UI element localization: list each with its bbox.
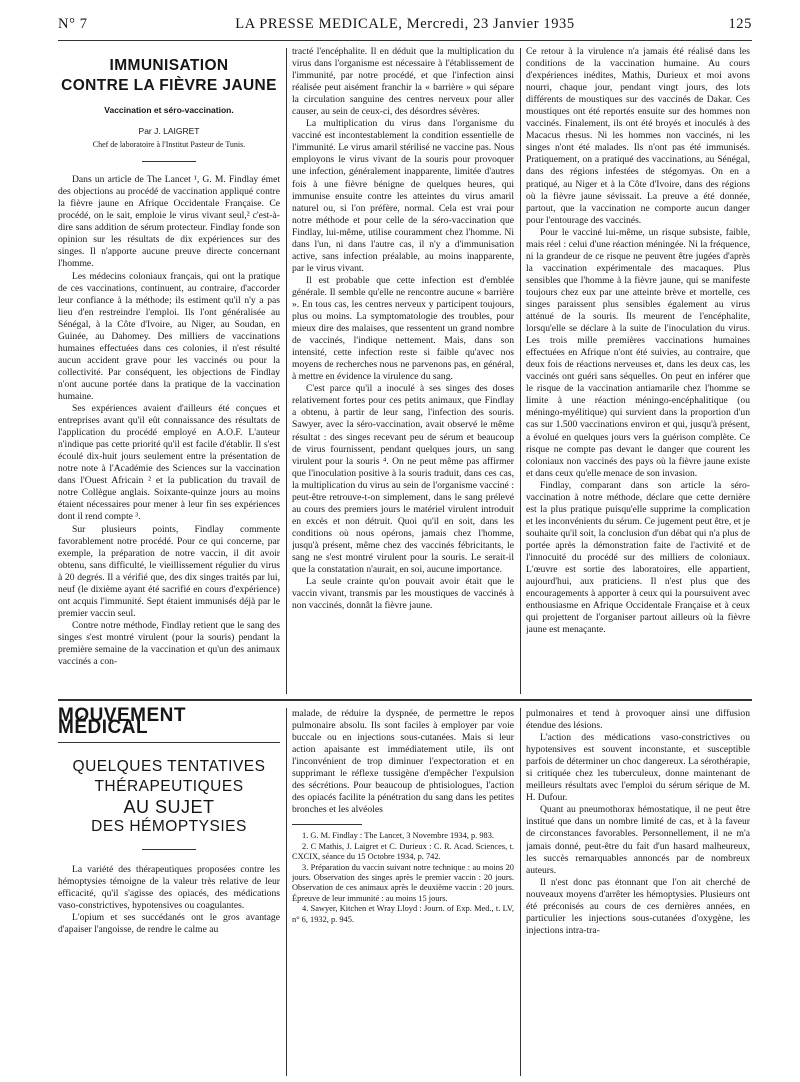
paragraph: Ce retour à la virulence n'a jamais été réalisé dans les conditions de la vaccination humaine. Au cours d'expériences inédites, Mathis, Durieux et moi avons nourri, chaque jour, pendant vingt jours, des lots différents de moustiques sur des vaccinés de Dakar. Ces moustiques ont été reportés ensuite sur des hommes non vaccinés. Finalement, ils ont été broyés et inoculés à des Macacus rhesus. Ni les hommes non vaccinés, ni les singes n'ont été malades. Ils n'ont pas été immunisés. Pratiquement, on a pratiqué des vaccinations, au Sénégal, dans des régions infestées de stégomyas. On en a pratiqué, au Niger et à la Côte d'Ivoire, dans des régions où la fièvre jaune sévissait. La preuve a été donnée, partout, que la vaccination ne comporte aucun danger pour l'entourage des vaccinés.	[526, 46, 750, 226]
mouvement-medical-col1	[58, 706, 280, 1076]
column-divider	[520, 708, 521, 1076]
mouvement-medical-col2	[292, 708, 514, 1078]
article-subtitle: Vaccination et séro-vaccination.	[104, 105, 234, 115]
paragraph: malade, de réduire la dyspnée, de permettre le repos pulmonaire absolu. Ils sont faciles à employer par voie buccale ou en injections sous-cutanées. Mais si leur action apaisante est immédiatement utile, ils ont l'inconvénient de trop diminuer l'expectoration et en supprimant le réflexe tussigène d'empêcher l'expulsion des sécrétions. Pour beaucoup de phtisiologues, l'action des opiacés facilite la pénétration du sang dans les petites bronches et les alvéoles	[292, 708, 514, 816]
paragraph: Contre notre méthode, Findlay retient que le sang des singes s'est montré virulent (pour la souris) pendant la première semaine de la vaccination et qu'un des animaux vaccinés a con-	[58, 619, 280, 668]
paragraph: 4. Sawyer, Kitchen et Wray Lloyd : Journ. of Exp. Med., t. LV, n° 6, 1932, p. 945.	[292, 904, 514, 924]
footnote-rule	[292, 824, 362, 825]
paragraph: L'action des médications vaso-constrictives ou hypotensives est souvent inconstante, et susceptible parfois de déterminer un choc dangereux. La sérothérapie, si critiquée chez les tuberculeux, donne maintenant de meilleurs résultats avec l'emploi du sérum sérique de M. H. Dufour.	[526, 732, 750, 804]
paragraph: C'est parce qu'il a inoculé à ses singes des doses relativement fortes pour ces petits animaux, que Findlay a obtenu, à partir de leur sang, l'infection des souris. Sawyer, avec la séro-vaccination, avait observé le même résultat : des singes recevant peu de sérum et beaucoup de virus fournissent, pendant quelques jours, un sang virulent pour la souris ⁴. On ne peut même pas affirmer que l'inoculation positive à la souris traduit, dans ces cas, la multiplication du virus au sein de l'organisme vacciné : peut-être retrouve-t-on simplement, dans le sang prélevé au cours des premiers jours le matériel virulent introduit en excès et non détruit. Quoi qu'il en soit, dans les conditions où nous opérons, jamais chez l'homme, jusqu'à présent, même chez des vaccinés fébricitants, le sang ne s'est montré virulent pour la souris. Le serait-il que la constatation n'aurait, en soi, aucune importance.	[292, 383, 514, 576]
paragraph: pulmonaires et tend à provoquer ainsi une diffusion étendue des lésions.	[526, 708, 750, 732]
paragraph: Les médecins coloniaux français, qui ont la pratique de ces vaccinations, continuent, au contraire, d'accorder leur confiance à la méthode; ils estiment qu'il n'y a pas lieu d'en restreindre l'emploi. Ils l'ont généralisée au Sénégal, à la Côte d'Ivoire, au Niger, au Soudan, en Guinée, au Dahomey. Des milliers de vaccinations humaines effectuées dans ces colonies, il n'est résulté aucun accident grave pour les vaccinés ou pour la collectivité. Par conséquent, les objections de Findlay n'ont aucune portée dans la pratique de la vaccination humaine.	[58, 270, 280, 402]
title-divider	[142, 849, 196, 850]
column-divider	[286, 48, 287, 694]
column-body	[292, 46, 514, 612]
column-body	[292, 708, 514, 816]
author-affiliation: Chef de laboratoire à l'Institut Pasteur de Tunis.	[92, 140, 246, 150]
header-rule	[58, 40, 752, 41]
paragraph: tracté l'encéphalite. Il en déduit que la multiplication du virus dans l'organisme est nécessaire à l'établissement de l'immunité, par notre procédé, et que l'infection ainsi réalisée peut aisément franchir la « barrière » qui sépare la circulation sanguine des centres nerveux pour aller causer, au sein de ceux-ci, des désordres sévères.	[292, 46, 514, 118]
running-header	[58, 14, 752, 38]
journal-title: LA PRESSE MEDICALE, Mercredi, 23 Janvier 1935	[235, 16, 575, 32]
column-body	[526, 708, 750, 937]
title-line: THÉRAPEUTIQUES	[94, 778, 244, 796]
paragraph: Dans un article de The Lancet ¹, G. M. Findlay émet des objections au procédé de vaccination appliqué contre la fièvre jaune en Afrique Occidentale Française. Ce procédé, on le sait, emploie le virus vivant seul,² c'est-à-dire sans addition de sérum protecteur. Findlay fonde son opinion sur les résultats de dix expériences sur des singes. Il n'apporte aucune preuve directe concernant l'homme.	[58, 174, 280, 270]
paragraph: La seule crainte qu'on pouvait avoir était que le vaccin vivant, transmis par les moustiques de vaccinés à non vaccinés, donnât la fièvre jaune.	[292, 576, 514, 612]
title-line: AU SUJET	[123, 797, 215, 818]
article-immunisation-col2	[292, 46, 514, 694]
column-divider	[286, 708, 287, 1076]
article-title	[58, 757, 280, 837]
section-title-rule	[58, 742, 280, 743]
title-line: QUELQUES TENTATIVES	[72, 758, 266, 776]
article-immunisation-col3	[526, 46, 750, 694]
article-title	[58, 56, 280, 96]
title-line: DES HÉMOPTYSIES	[91, 818, 247, 836]
paragraph: La multiplication du virus dans l'organisme du vacciné est incontestablement la condition essentielle de l'immunité. Le virus amaril stérilisé ne vaccine pas. Nous employons le virus vivant de la souris pour provoquer une infection, généralement inapparente, limitée d'autres fois à une fièvre bénigne de quelques heures, qui immunise ensuite contre les atteintes du virus amaril naturel ou, si l'on préfère, normal. Cela est vrai pour notre méthode et pour celle de la séro-vaccination que Findlay, lui-même, utilise couramment chez l'homme. Ni dans l'un, ni dans l'autre cas, il n'y a d'immunisation active, sans infection préalable, au moins inapparente, par le virus vivant.	[292, 118, 514, 274]
paragraph: L'opium et ses succédanés ont le gros avantage d'apaiser l'angoisse, de rendre le calme au	[58, 912, 280, 936]
paragraph: Quant au pneumothorax hémostatique, il ne peut être institué que dans un nombre limité de cas, et à la faveur de circonstances favorables. Personnellement, il ne m'a jamais donné, peut-être du fait d'un hasard malheureux, les succès remarquables annoncés par de nombreux auteurs.	[526, 804, 750, 876]
section-separator	[58, 699, 752, 701]
column-divider	[520, 48, 521, 694]
author-byline: Par J. LAIGRET	[138, 126, 200, 137]
paragraph: 3. Préparation du vaccin suivant notre technique : au moins 20 jours. Observation des singes après le premier vaccin : 20 jours. Observation de ces animaux après le deuxième vaccin : 20 jours. Épreuve de leur immunité : au moins 15 jours.	[292, 862, 514, 903]
paragraph: Findlay, comparant dans son article la séro-vaccination à notre méthode, déclare que cette dernière est la plus pratique puisqu'elle supprime la complication et les inconvénients du sérum. Ce jugement peut être, et je souhaite qu'il soit, la conclusion d'un débat qui n'a plus de portée après la démonstration faite de l'activité et de l'innocuité du procédé sur des milliers de coloniaux. L'œuvre est sortie des laboratoires, elle appartient, aujourd'hui, aux praticiens. Il n'est plus que des encouragements à apporter à ceux qui la poursuivent avec enthousiasme en Afrique Occidentale Française et à ceux qui projettent de l'organiser partout ailleurs où la fièvre jaune est menaçante.	[526, 479, 750, 636]
column-body	[58, 174, 280, 668]
issue-number: N° 7	[58, 16, 88, 32]
title-divider	[142, 161, 196, 162]
paragraph: Il est probable que cette infection est d'emblée générale. Il semble qu'elle ne rencontre aucune « barrière ». En tous cas, les centres nerveux y participent toujours, plus ou moins. La symptomatologie des troubles, pour mieux dire des malaises, que ressentent un grand nombre de vaccinés, l'indique nettement. Mais, dans son intensité, cette infection reste si faible qu'avec nos moyens de recherches nous ne parvenons pas, en général, à mettre en évidence la virulence du sang.	[292, 274, 514, 383]
title-line: CONTRE LA FIÈVRE JAUNE	[61, 77, 277, 94]
paragraph: 2. C Mathis, J. Laigret et C. Durieux : C. R. Acad. Sciences, t. CXCIX, séance du 15 Octobre 1934, p. 742.	[292, 841, 514, 862]
mouvement-medical-col3	[526, 708, 750, 1078]
column-body	[58, 864, 280, 936]
section-title: MOUVEMENT MÉDICAL	[58, 706, 186, 739]
paragraph: 1. G. M. Findlay : The Lancet, 3 Novembre 1934, p. 983.	[302, 831, 494, 841]
column-body	[526, 46, 750, 636]
page-number: 125	[728, 16, 752, 32]
article-immunisation-col1	[58, 56, 280, 692]
title-line: IMMUNISATION	[109, 57, 229, 74]
paragraph: Sur plusieurs points, Findlay commente favorablement notre procédé. Pour ce qui concerne, par exemple, la préparation de notre vaccin, il dit avoir obtenu, sans difficulté, le vieillissement régulier du virus à 20 degrés. Il a vérifié que, des dix singes traités par lui, neuf (le dixième ayant été sacrifié en cours d'expérience) ont acquis l'immunité. Sept étaient immunisés déjà par le premier vaccin seul.	[58, 523, 280, 619]
paragraph: La variété des thérapeutiques proposées contre les hémoptysies témoigne de la valeur très relative de leur efficacité, qu'il s'agisse des opiacés, des médications vaso-constrictives, hypotensives ou coagulantes.	[58, 864, 280, 912]
paragraph: Pour le vacciné lui-même, un risque subsiste, faible, mais réel : celui d'une réaction méningée. Ni la fréquence, ni la grandeur de ce risque ne peuvent être jugées d'après la vaccination expérimentale des macaques. Plus sensibles que l'homme à la fièvre jaune, qui se manifeste toujours chez eux par une atteinte brève et mortelle, ces singes paraissent plus sensibles également au virus atténué de la souris. Ils meurent de l'encéphalite, lorsqu'elle se déclare à la suite de l'inoculation du virus. Les trois mille premières vaccinations humaines effectuées en Afrique n'ont été suivies, au contraire, que deux fois de réactions nerveuses et, dans les deux cas, les vaccinés ont guéri sans séquelles. On peut en inférer que le risque de la vaccination antiamarile chez l'homme se limite à une réaction méningo-encéphalitique (ou méningo-myélitique) qui survient dans la proportion d'un cas sur 1.500 vaccinations environ et qui, jusqu'à présent, a évolué en quelques jours vers la guérison complète. Ce risque ne compte pas devant le danger que courent les coloniaux non vaccinés des pays où la fièvre jaune existe et dans ceux qu'elle menace de son invasion.	[526, 226, 750, 479]
paragraph: Ses expériences avaient d'ailleurs été conçues et entreprises avant qu'il eût connaissance des résultats de l'application du procédé employé en A.O.F. L'auteur n'indique pas cette priorité qu'il est facile d'établir. Il s'est écoulé dix-huit jours seulement entre la présentation de notre note à l'Académie des Sciences sur la vaccination dans l'Ouest Africain ² et la publication du travail de notre Collègue anglais. Soixante-quinze jours au moins étaient nécessaires pour mener à leur fin ses expériences dont il rend compte ³.	[58, 403, 280, 523]
paragraph: Il n'est donc pas étonnant que l'on ait cherché de nouveaux moyens d'arrêter les hémoptysies. Plusieurs ont été préconisés au cours de ces dernières années, en particulier les injections sous-cutanées d'oxygène, les injections intra-tra-	[526, 876, 750, 936]
footnotes	[292, 831, 514, 925]
